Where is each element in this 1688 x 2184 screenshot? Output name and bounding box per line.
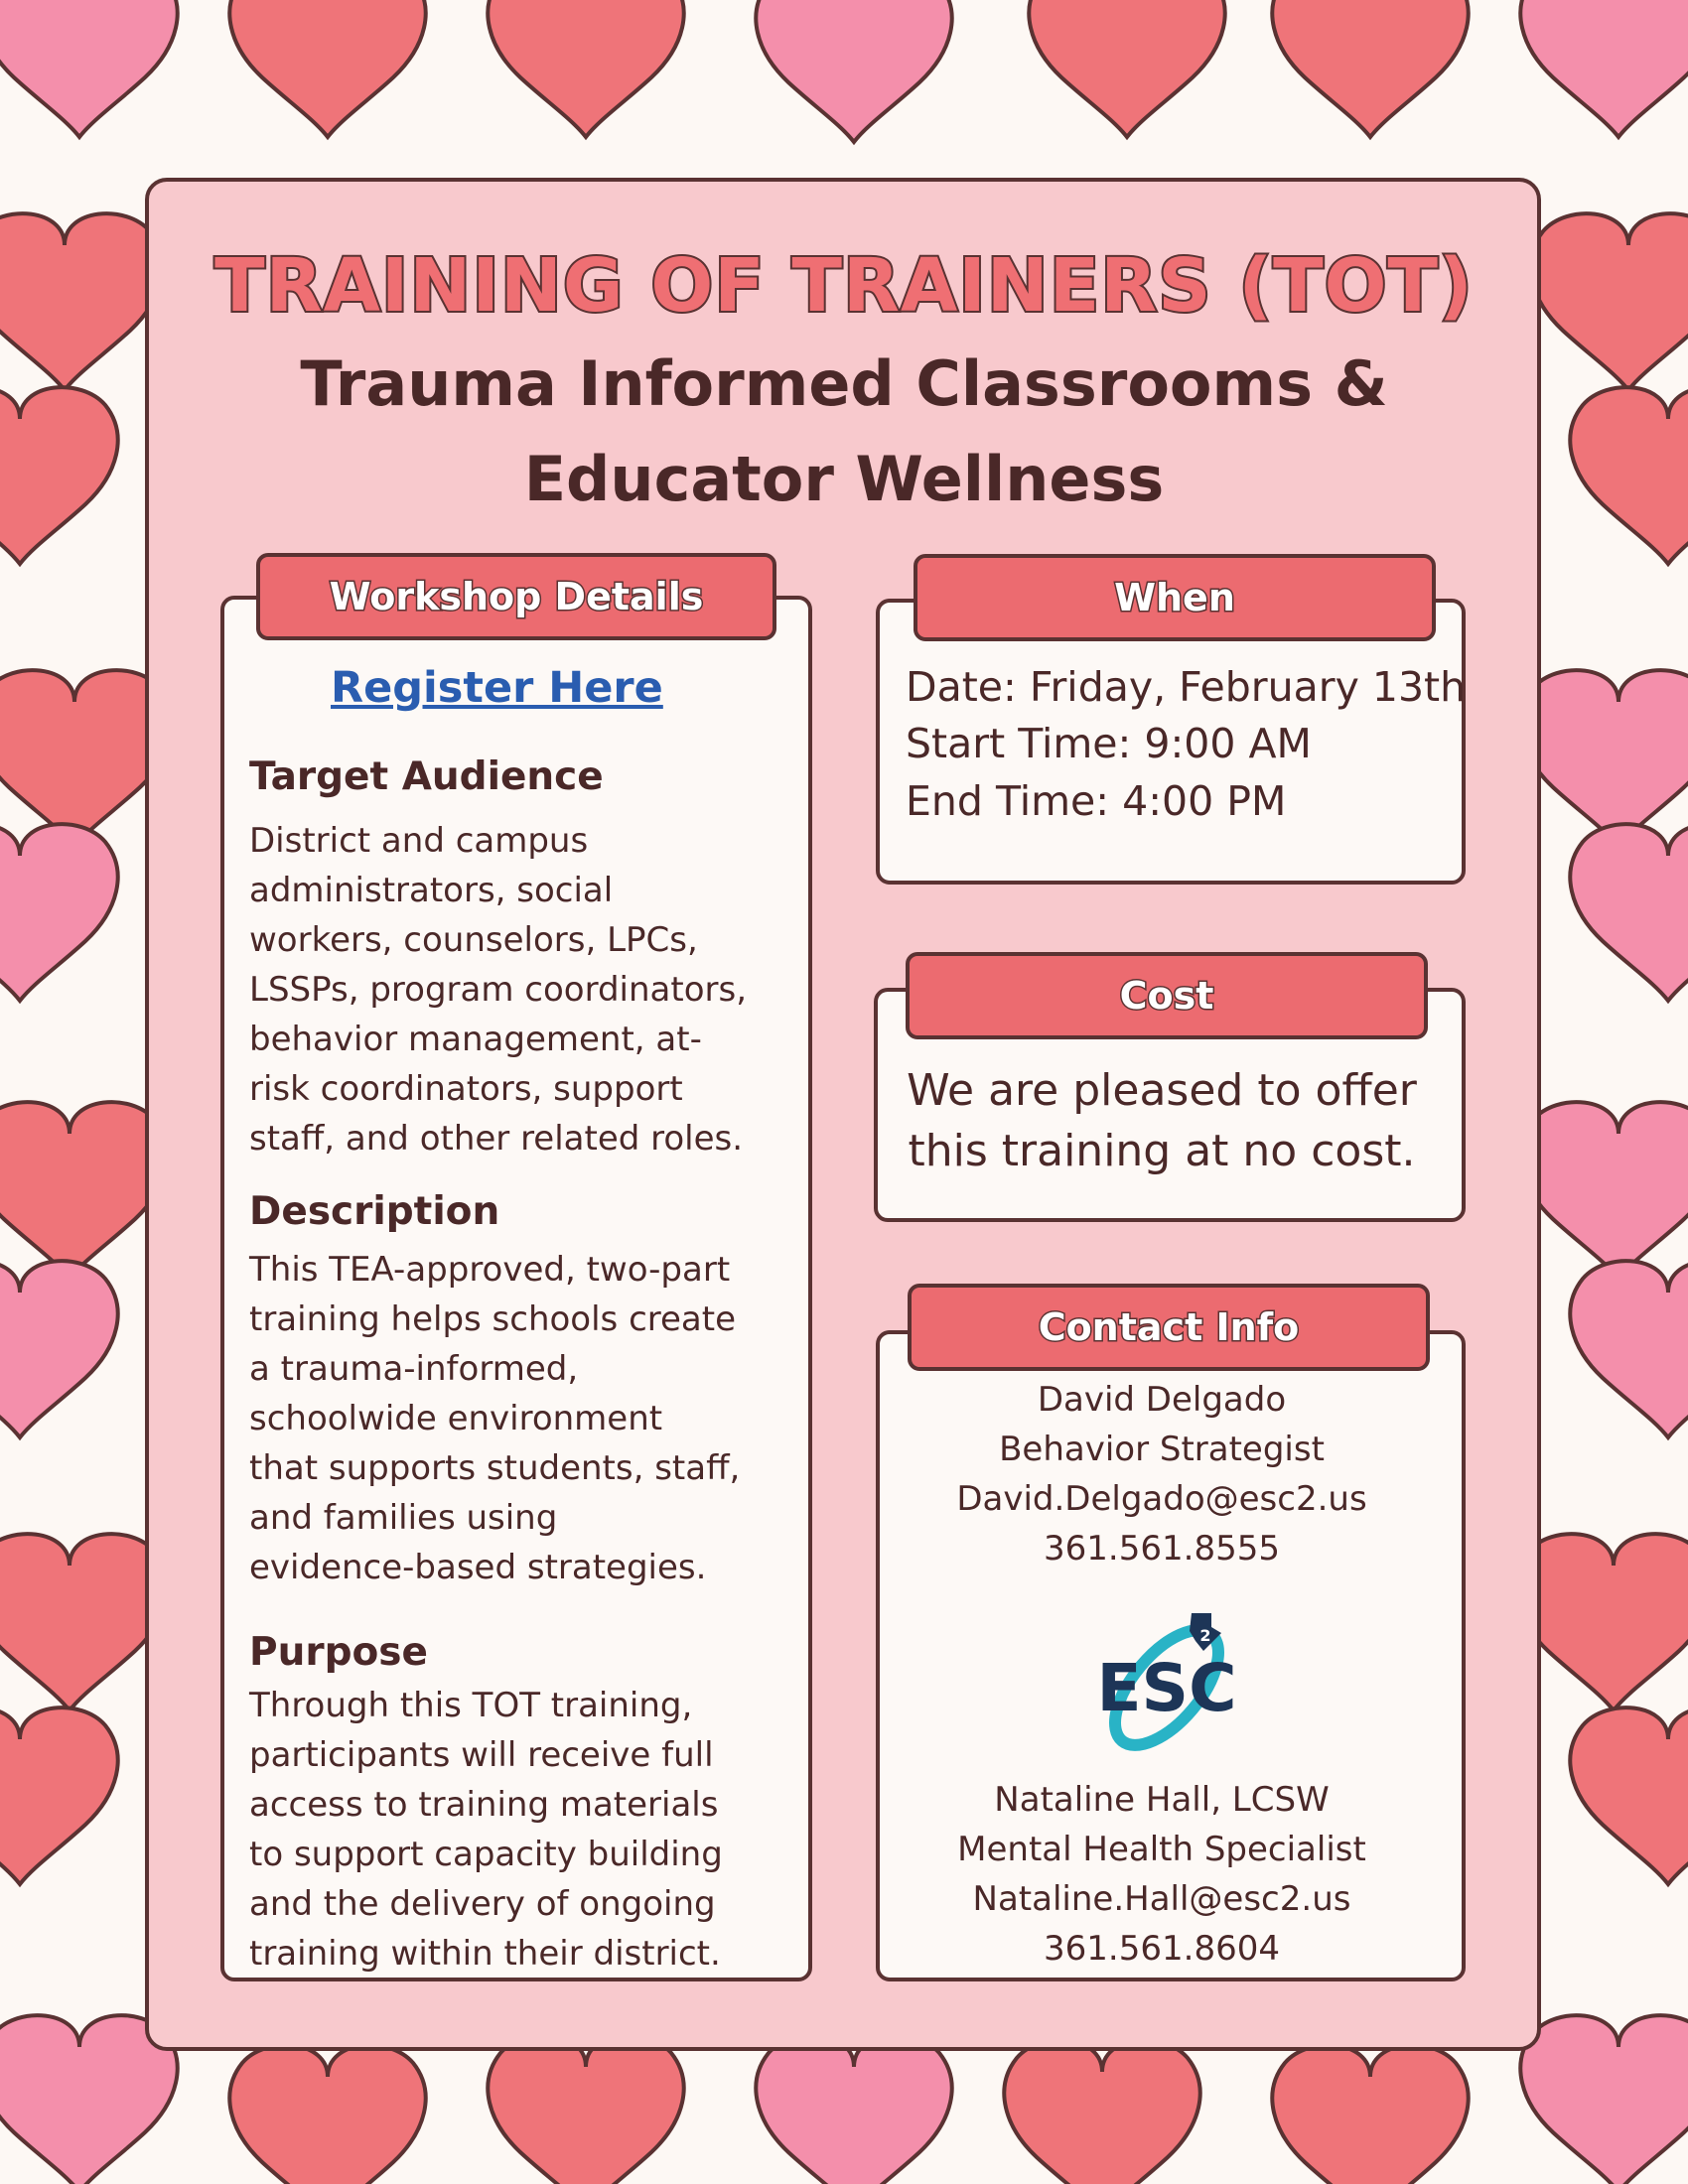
contact-1-role: Behavior Strategist <box>999 1430 1325 1469</box>
contact-2-name: Nataline Hall, LCSW <box>994 1780 1330 1820</box>
purpose-text: Through this TOT training, participants will receive full access to training materials to support capacity building and the delivery of ongoing training within their district. <box>249 1686 723 1974</box>
contact-2-email[interactable]: Nataline.Hall@esc2.us <box>972 1879 1351 1919</box>
page-title: TRAINING OF TRAINERS (TOT) <box>214 243 1474 329</box>
workshop-details-tab: Workshop Details <box>256 553 776 640</box>
subtitle-line-2: Educator Wellness <box>523 443 1165 515</box>
contact-2-role: Mental Health Specialist <box>957 1830 1366 1869</box>
when-tab: When <box>914 554 1436 641</box>
contact-1-email[interactable]: David.Delgado@esc2.us <box>956 1479 1367 1519</box>
cost-tab: Cost <box>906 952 1428 1039</box>
target-audience-heading: Target Audience <box>249 754 604 799</box>
esc-logo-text: ESC <box>1096 1650 1237 1726</box>
description-heading: Description <box>249 1189 500 1234</box>
contact-info-tab: Contact Info <box>908 1284 1430 1371</box>
cost-text: We are pleased to offer this training at no cost. <box>907 1065 1417 1176</box>
end-time: End Time: 4:00 PM <box>906 777 1287 825</box>
subtitle-line-1: Trauma Informed Classrooms & <box>300 347 1388 420</box>
purpose-heading: Purpose <box>249 1630 428 1675</box>
description-text: This TEA-approved, two-part training helps schools create a trauma-informed, schoolwide environment that supports students, staff, and families using evidence-based strategies. <box>249 1250 741 1587</box>
target-audience-text: District and campus administrators, social workers, counselors, LPCs, LSSPs, program coordinators, behavior management, at- risk coordinators, support staff, and other related roles. <box>249 821 748 1159</box>
event-date: Date: Friday, February 13th <box>906 663 1467 711</box>
contact-2-phone: 361.561.8604 <box>1044 1929 1280 1969</box>
start-time: Start Time: 9:00 AM <box>906 720 1312 767</box>
esc-logo-badge: 2 <box>1199 1626 1211 1645</box>
register-link[interactable]: Register Here <box>331 663 663 713</box>
esc2-logo <box>1072 1593 1261 1762</box>
contact-1-phone: 361.561.8555 <box>1044 1529 1280 1569</box>
contact-1-name: David Delgado <box>1037 1380 1287 1420</box>
